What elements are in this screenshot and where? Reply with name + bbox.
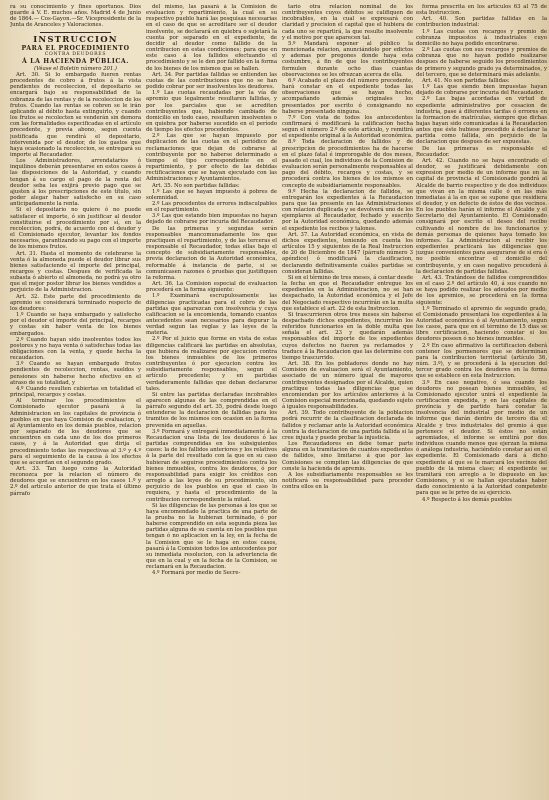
paragraph: Art. 38. En los pobladores donde no hay Comision de evaluacion será el Ayuntamiento, asociado de un número igual de mayores contribuyentes designados por el Alcalde, quien practique todas las diligencias que se encomiendan por los artículos anteriores á la Comision especial mencionada, quedando sujeto á iguales responsabilidades. [282,361,413,411]
paragraph: 2.º Las que se hayan impuesto por duplicacion de las cuotas en el periódico de reclamaciones que dejan de cobrarse al contribuyente por no haberse determinado a tiempo el tipo correspondiente en el repartimiento, y por efecto de las debidas rectificaciones que se hayan ejecutado con las Administraciones y Ayuntamientos. [146,133,277,183]
paragraph: Art. 35. No son partidas fallidas: [152,182,240,189]
paragraph: Art. 32. Este parte del procedimiento de apremio se considerará terminado respecto de los deudores: [10,293,141,312]
text-column-2 [146,4,277,794]
paragraph: Art. 33. Tan luego como la Autoridad reconozca por la relacion el número de deudores que se encuentren en los casos 1.º y 2.º del artículo anterior de que trata el último párrafo [10,465,141,497]
paragraph: 5.º Mandará exponer al público la mencionada relacion, anunciándolo por edictos y ademas por pregones donde haya esta costumbre, á fin de que los contribuyentes formulen durante ocho dias cuantas observaciones se les ofrezcan acerca de ella. [282,40,413,78]
paragraph: 3.º Cuando se hayan embargado frutos pendientes de recoleccion, rentas, sueldos y pensiones sin haberse hecho efectivo en el atraso de su totalidad, y [10,361,141,386]
paragraph: Art. 34. Por partidas fallidas se entienden las cuotas de las contribuciones que no se han podido cobrar por ser insolventes los deudores. [146,71,277,91]
paragraph: 1.º Cuando se haya embargado y satisfecho por el deudor el importe del principal, recargos y costas sin haber venta de los bienes embargados. [10,312,141,337]
paragraph: del mismo, las pasará á la Comision de evaluacion y repartimiento, la cual en su respectivo pueblo hará las pesquisas necesarias en el caso de que se acreditare ser el deudor insolvente, se declarará en quiebra o sujetará la cuenta por separado en el expediente, de decidir al deudor como fallido de la contribucion en estas condiciones; para que en este caso á los fallidos efectuando el procedimiento y se le den por fallido en la forma de los bienes de los mismos que se hallen. [146,4,277,72]
paragraph: Los Administradores, arrendatarios ó inquilinos deberán presentarse en estos casos á las disposiciones de la Autoridad, y cuando tengan á su cargo el pago de la renta del deudor seba les exijirá previo pago que se ajusten á los prescripciones de este título, sin poder alegar haber satisfecho en su caso anticipadamente la renta. [10,158,141,208]
paragraph: Art. 42. Cuando no se haya encontrado el deudor, se justificará debidamente con expresion por medio de un informe que en la capital de provincia el Comisionado pondrá al Alcalde de barrio respectivo y de dos individuos que vivan en la misma calle ó en las más inmediatas á la en que se supone que residiera el deudor, y en defecto de éstos de dos vecinos. En los pueblos harán el informe el Alcalde y el Secretario del Ayuntamiento. El Comisionado consignará por escrito el deseo del recibo cultivando el nombre de los funcionarios y demás personas de quienes haya tomado los informes. La Administracion al recibir los expedientes practicará las diligencias que juzgue convenientes para asegurarse de si era ó no posible encontrar el domicilio del contribuyente, y en caso negativo procederá á la declaracion de partidas fallidas. [416,157,547,275]
paragraph: 4.º Cuando resulten cubiertas en totalidad el principal, recargos y costas. [10,385,141,399]
paragraph: 2.º Por el juicio que forme en vista de estas diligencias calificará las partidas en absolutas, que hubiera de realizarse por ejecucion contra los bienes inmuebles de los primeros contribuyentes ó por ejecucion contra los subsidiariamente responsables, segun el artículo precedente; y en partidas verdaderamente fallidas que deban declararse tales. [146,336,277,392]
paragraph: 2.º Las cuotas con sus recargos y premios de cobranza que no hayan podido realizarse despues de haberse seguido los procedimientos de primero y segundo grado ya determinados, y del tercero, que se determinará más adelante. [416,47,547,78]
paragraph: 1.º Terminado el apremio de segundo grado, el Comisionado presentará los expedientes á la Autoridad económica ó al Ayuntamiento, segun los casos, para que en el término de 15 dias se libre certificacion, haciendo constar si los deudores poseen ó no bienes inmuebles. [416,305,547,343]
paragraph: Art. 40. Son partidas fallidas en la contribucion industrial: [416,16,547,29]
paragraph: 4.º Respecto á los demás pueblos [422,496,512,503]
paragraph: Si entre las partidas declaradas incobrables aparecen algunas de las comprendidas en el párrafo segundo del art. 35, podrá desde luego entenderse la declaracion de fallidas para los tramites de los mismos con ocasion en la forma prevenida en aquellas. [146,391,277,429]
paragraph: ra su conocimiento y fines oportunos. Dios guarde á V. E. muchos años. Madrid 4 de Junio de 1864.— Cos-Gayon.—Sr. Vicepresidente de la Junta de Aranceles y Valoraciones. [10,4,141,29]
paragraph: Art. 41. No son partidas fallidas: [422,77,510,84]
paragraph: Art. 31. Hasta el momento de celebrarse la venta ó la almoneda puede el deudor librar sus bienes satisfaciendo el importe del principal, recargos y costas. Despues de verificada la subasta ó abierto el almoneda, no podrá ya otro que el mejor postor librar los bienes vendidos a perjuicio de la Administracion. [10,250,141,294]
paragraph: 1.º Examinará escrupulosamente las diligencias practicadas para el cobro de las partidas que aparezcan con insolvencia y cuya calificacion se la encomienda, tomando cuantos antecedentes sean necesarios para depurar la verdad segun las reglas y las leyes de la materia. [146,293,277,337]
paragraph: 3.º Las que estando bien impuestas no hayan dejado de cobrarse por incuria del Recaudador. [146,213,277,226]
paragraph: 2.º Cuando hayan sido insolventes todos los postores y no haya venta ó satisfechas todas las obligaciones con la venta, y quede hecha la recaudacion. [10,336,141,362]
paragraph: De las primeras y segundas serán responsables mancomunadamente los que practiquen el repartimiento, y de las terceras el responsable el Recaudador, todas ellas bajo el concepto de subsidiariamente responsables, previa declaracion de la Autoridad económica, reformable á instancia de parte, si se comunicasen razones ó pruebas que justifiquen la reforma. [146,225,277,281]
text-column-1 [10,4,141,794]
paragraph: 4.º Formará por medio de Secre- [152,570,241,577]
paragraph: 1.º Las que siendo bien impuestas hayan dejado de cobrarse por incuria del Recaudador. [416,84,547,97]
paragraph: Si trascurrieren otros tres meses sin haberse despachado dichos expedientes, incurrirán los referidos funcionarios en la doble multa que señala el art. 23 y quedarán además responsables del importe de los expedientes cuyos defectos no fueren ya reclamados y traduce á la Recaudacion que las determine con tiempo trascurrido. [282,311,413,361]
paragraph: 3.º En caso negativo, ó sea cuando los deudores no posean bienes inmuebles, el Comisionado ejecutor unirá el expediente la certificacion expedida, y en las capitales de provincia y de partido hará constar la insolvencia del industrial por medio de un informe que darán dentro de tercero dia el Alcalde y tres industriales del gremio á que pertenece el deudor. Si éstos no están agremiados, el informe se emitirá por dos individuos cuando menos que ejerzan la misma ó análoga industria, haciéndolo constar así en el expediente. El Comisionado dará á dicho expediente al que se le marcará los vecinos del pueblo de la misma clase; el expediente se tramitará con arreglo a lo dispuesto en las Comisiones, y si se hallan ejecutadas haber dado conocimiento á la Autoridad competente para que se le prive de su ejercicio. [416,379,547,497]
paragraph: Art. 39. Todo contribuyente de la poblacion podrá recurrir de la clasificacion declarada de fallidos y reclamar ante la Autoridad económica contra la declaracion de una partida fallida si la cree injusta y puede probar la injusticia. [282,410,413,441]
paragraph: 9.º Hecha la declaracion de fallidos, se entregarán los expedientes á la Recaudacion para que las presente en las Administraciones con relacion duplicada y se devolverá uno de los ejemplares al Recaudador, fechado y suscrito por la Autoridad económica, quedando además el expediente los recibos y talones. [282,188,413,232]
paragraph: De las primeras es responsable el Recaudador. [416,145,547,158]
source-reference: (Véase el Boletin número 201.) [34,65,117,72]
section-subheading: PARA EL PROCEDIMIENTO [21,44,130,52]
paragraph: Art. 37. La Autoridad económica, en vista de dichos expedientes, teniendo en cuenta los artículos 15 y siguientes de la Real Instruccion de 20 de Diciembre de 1847 (párrafo número 3 apéndice) ó modificará la clasificacion, declarando definitivamente cuáles partidas se consideran fallidas. [282,231,413,275]
paragraph: forma prescrita en los artículos 63 al 75 de esta Instruccion. [416,4,547,17]
paragraph: 1.º Las cuotas con recargos y premio de cobranza impuestos á industriales cuyo domicilio no haya podido encontrarse. [416,28,547,47]
section-subheading: Á LA HACIENDA PÚBLICA. [21,58,130,66]
section-heading: INSTRUCCION [33,34,118,45]
paragraph: Al terminar los procedimientos el Comisionado ejecutor pasará á la Administracion en los capitales de provincia ó pueblos en que haya Comision de evaluacion, y al Ayuntamiento en los demás pueblos, relacion por separado de los deudores que se encuentren en cada uno de los dos primeros casos, y á la Autoridad que dirija el procedimiento todas las respectivas al 3.º y 4.º para el seguimiento de la causa á los efectos que se acuerdan en el segundo grado. [10,398,141,466]
paragraph: 8.º Toda declaracion de fallidos y de prescripcion de procedimientos ha de hacerse en el plazo fatal é improrogable de dos meses, pasado el cual, los individuos de la Comision de evaluacion serán personalmente responsables al pago del débito, recargos y costas, y se procederá contra los bienes de los mismos en concepto de subsidiariamente responsables. [282,139,413,189]
text-column-3 [282,4,413,794]
section-subheading-small: CONTRA DEUDORES [44,52,107,58]
paragraph: 1.º Las cuotas recaudadas por la vía de apremio que legalmente resultaren fallidas, y por los parciales que se acrediten contribuyentes que, habiendo cambiado de domicilio en todo caso, resultaren insolventes o en quiebra por haberse sucedido en el período de tiempo los efectos procedentes. [146,90,277,134]
paragraph: Si en el término de tres meses, á contar desde la fecha en que el Recaudador entregue los expedientes en la Administracion, no se han despachado, la Autoridad económica y el Jefe del Negociado respectivo incurrirán en la multa que establece el art. 22 de esta Instruccion. [282,274,413,312]
paragraph: 2.º Las procedentes de errores indisculpables en el repartimiento. [146,201,277,214]
paragraph: A los subsidiariamente responsables se les notificará su responsabilidad para proceder contra ellos en la [282,471,413,491]
paragraph: tario otra relacion nominal de los contribuyentes cuyos débitos se califiquen de incobrables, en la cual se expresará con claridad y precision el capital que el hubiera de cada uno se repartirá, la que resulte insolvente y el motivo por que aparecen tal. [282,4,413,41]
paragraph: Si el depositario no quiere ó no puede satisfacer el importe, ó sin justificar al deudor constituirse el procedimiento por sí, en la recoleccion, podrá, de acuerdo con el deudor y el Comisionado ejecutor, levantar los fondos necesarios, garantizando su pago con el importe de los mismos frutos. [10,207,141,251]
paragraph: 7.º Con vista de todos los antecedentes confirmará ó modificará la calificacion hecha segun el número 2.º de este artículo, y remitirá el expediente original á la Autoridad económica. [282,114,413,140]
paragraph: Si las diligencias de las personas á los que se haya encomendado la practica de una parte de la prueba no la hubieran terminado, ó por haberse comprendido en esta segunda pieza las partidas alguna de su cuenta en los pueblos que tengan ó no aplicacion en la ley, en la fecha de la Comision que se le haga en estos casos, pasará á la Comision todos los antecedentes por su inmediata resolucion, con la advertencia de que en la cual y en la fecha de la Comision, se reclamará en la Recaudacion. [146,502,277,571]
paragraph: Los Recaudadores en debe tomar parte alguna en la tramitacion de cuantos expedientes de fallidos, sino limitarse á que por las Comisiones se compiten las diligencias de que conste la hacienda de apremio. [282,441,413,472]
paragraph: 3.º Formará y entregará inmediatamente á la Recaudacion una lista de los deudores ó las partidas comprendidas en los subsiguientes casos: la de los fallidos anteriores y los relativos á la parte del resultado con la que en su caso hubieran de seguirse procedimientos contra los bienes inmuebles, contra los deudores, ó por responsabilidad para exigir los créditos con arreglo a las leyes de su procedimiento, sin perjuicio de los pueblos en que el caso lo requiera, y hasta el procedimiento de la contribucion correspondiente la mitad. [146,428,277,503]
paragraph: 2.º En caso afirmativo la certificacion deberá contener los pormenores que se determinan para la contribucion territorial (artículo 36, núm. 3.º), y se procederá á la ejecucion del tercer grado contra los deudores en la forma que se establece en esta Instruccion. [416,342,547,380]
section-divider [40,32,111,33]
paragraph: 6.º Acabado el plazo del número precedente, hará constar en el expediente todas las observaciones que se hayan hecho, acompañando además originales los presentados por escrito ó consignando no haberse presentado ninguna. [282,77,413,115]
paragraph: Art. 36. La Comision especial de evaluacion procederá en la forma siguiente: [146,281,277,294]
paragraph: 1.º Las que se hayan impuesto á pobres de solemnidad. [146,188,277,201]
paragraph: Art. 30. Si lo embargado fueren rentas procedentes de cobro á frutos á la vista pendientes de recoleccion, el depositario se encargará bajo su responsabilidad de la cobranza de las rentas y de la recoleccion de los frutos. Cuando las rentas se cobren se le irán aplicando al débito hasta extinguirlo, y cuando los frutos se recolecten se venderán sin demora con las formalidades especificadas en el artículo precedente, y previa abono, segun cuenta justificada que rendirá el depositario, intervenida por el deudor, de los gastos que haya ocasionado la recoleccion, se entregará su importe al Recaudador. [10,71,141,158]
paragraph: 2.º Las bajas acordadas en virtud de expediente administrativo por cesacion de industria, pase á diferentes tarifas ó errores en la formacion de matrículas, siempre que dichas bajas hayan sido comunicadas á la Recaudacion antes que éste hubiese procedido á declarar la partida como fallida, sin perjuicio de la declaracion que despues de ser expuestas. [416,96,547,146]
paragraph: Art. 43. Tratándose de fallidos comprendidos en el caso 2.º del artículo 40, á sus cuando no se haya podido realizar los adeudos por medio de los apremios, se procederá en la forma siguiente: [416,274,547,306]
text-column-4 [416,4,547,794]
